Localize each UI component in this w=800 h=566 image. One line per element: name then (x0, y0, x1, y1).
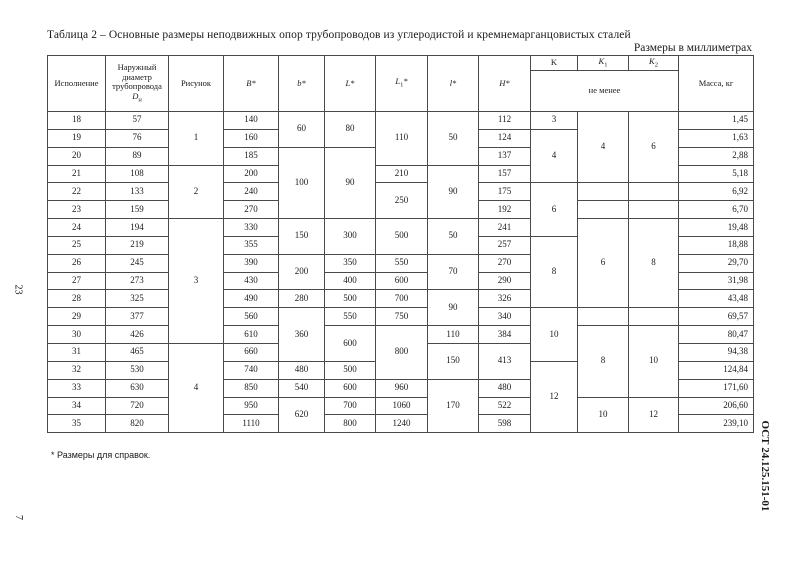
header-ispolnenie: Исполнение (48, 56, 106, 112)
cell-l: 70 (428, 254, 479, 290)
cell-L: 400 (325, 272, 376, 290)
cell-diameter: 465 (106, 343, 169, 361)
cell-H: 598 (479, 415, 531, 433)
header-massa: Масса, кг (679, 56, 754, 112)
cell-L: 350 (325, 254, 376, 272)
cell-K1: 10 (578, 397, 629, 433)
header-diameter-sub: н (138, 96, 142, 104)
page-number-left: 23 (12, 284, 24, 295)
cell-massa: 6,70 (679, 201, 754, 219)
cell-K: 8 (531, 236, 578, 307)
cell-ispolnenie: 35 (48, 415, 106, 433)
header-L1 (376, 56, 428, 112)
cell-B: 185 (224, 147, 279, 165)
cell-K: 3 (531, 112, 578, 130)
header-B: B* (224, 56, 279, 112)
cell-l: 90 (428, 290, 479, 326)
header-K2-sub: 2 (654, 61, 658, 69)
dimensions-table (47, 55, 754, 433)
cell-diameter: 426 (106, 326, 169, 344)
cell-B: 390 (224, 254, 279, 272)
header-K: K (531, 56, 578, 71)
cell-H: 290 (479, 272, 531, 290)
cell-K1: 4 (578, 112, 629, 183)
cell-massa: 18,88 (679, 236, 754, 254)
cell-massa: 1,63 (679, 129, 754, 147)
header-ne-menee: не менее (531, 71, 679, 112)
cell-massa: 1,45 (679, 112, 754, 130)
cell-diameter: 720 (106, 397, 169, 415)
header-H: H* (479, 56, 531, 112)
cell-H: 270 (479, 254, 531, 272)
cell-B: 950 (224, 397, 279, 415)
cell-diameter: 57 (106, 112, 169, 130)
cell-B: 850 (224, 379, 279, 397)
cell-K1-empty (578, 201, 629, 219)
cell-massa: 29,70 (679, 254, 754, 272)
cell-massa: 43,48 (679, 290, 754, 308)
cell-L: 500 (325, 361, 376, 379)
table-title: Таблица 2 – Основные размеры неподвижных опор трубопроводов из углеродистой и кремнемарганцовистых сталей (47, 29, 631, 41)
header-diameter-line2: диаметр (122, 71, 152, 82)
cell-diameter: 159 (106, 201, 169, 219)
cell-B: 140 (224, 112, 279, 130)
cell-b: 60 (279, 112, 325, 148)
cell-diameter: 219 (106, 236, 169, 254)
cell-B: 740 (224, 361, 279, 379)
cell-L1: 110 (376, 112, 428, 166)
cell-massa: 206,60 (679, 397, 754, 415)
header-diameter-line1: Наружный (117, 61, 157, 72)
header-diameter (106, 56, 169, 112)
cell-B: 660 (224, 343, 279, 361)
cell-B: 430 (224, 272, 279, 290)
cell-K2: 10 (629, 326, 679, 397)
cell-b: 150 (279, 219, 325, 255)
cell-L: 80 (325, 112, 376, 148)
cell-ispolnenie: 34 (48, 397, 106, 415)
table-row (48, 112, 754, 130)
cell-l: 110 (428, 326, 479, 344)
cell-K: 6 (531, 183, 578, 237)
cell-ispolnenie: 23 (48, 201, 106, 219)
cell-B: 610 (224, 326, 279, 344)
cell-L1: 800 (376, 326, 428, 380)
header-l: l* (428, 56, 479, 112)
header-K1-sub: 1 (604, 61, 608, 69)
cell-l: 170 (428, 379, 479, 433)
cell-diameter: 273 (106, 272, 169, 290)
table-row (48, 326, 754, 344)
cell-ispolnenie: 24 (48, 219, 106, 237)
table-row (48, 397, 754, 415)
cell-K2: 8 (629, 219, 679, 308)
cell-massa: 80,47 (679, 326, 754, 344)
cell-L1: 700 (376, 290, 428, 308)
cell-diameter: 630 (106, 379, 169, 397)
cell-risunok: 3 (169, 219, 224, 344)
cell-ispolnenie: 22 (48, 183, 106, 201)
cell-ispolnenie: 20 (48, 147, 106, 165)
cell-B: 160 (224, 129, 279, 147)
cell-massa: 31,98 (679, 272, 754, 290)
header-risunok: Рисунок (169, 56, 224, 112)
cell-risunok: 1 (169, 112, 224, 166)
cell-K2: 6 (629, 112, 679, 183)
cell-diameter: 194 (106, 219, 169, 237)
cell-ispolnenie: 28 (48, 290, 106, 308)
header-L: L* (325, 56, 376, 112)
cell-diameter: 133 (106, 183, 169, 201)
cell-K2-empty (629, 308, 679, 326)
cell-B: 200 (224, 165, 279, 183)
cell-H: 241 (479, 219, 531, 237)
cell-L: 500 (325, 290, 376, 308)
header-b: b* (279, 56, 325, 112)
cell-K: 4 (531, 129, 578, 183)
units-note: Размеры в миллиметрах (633, 42, 752, 54)
cell-L: 600 (325, 379, 376, 397)
table-row (48, 308, 754, 326)
cell-H: 137 (479, 147, 531, 165)
cell-massa: 69,57 (679, 308, 754, 326)
cell-massa: 239,10 (679, 415, 754, 433)
cell-b: 540 (279, 379, 325, 397)
header-diameter-symbol: D (132, 91, 139, 102)
cell-H: 192 (479, 201, 531, 219)
cell-L1: 550 (376, 254, 428, 272)
cell-ispolnenie: 33 (48, 379, 106, 397)
cell-diameter: 89 (106, 147, 169, 165)
cell-diameter: 108 (106, 165, 169, 183)
page-number-bottom: 7 (13, 515, 24, 520)
cell-L1: 210 (376, 165, 428, 183)
cell-L: 300 (325, 219, 376, 255)
cell-massa: 171,60 (679, 379, 754, 397)
cell-diameter: 530 (106, 361, 169, 379)
cell-B: 355 (224, 236, 279, 254)
cell-L: 800 (325, 415, 376, 433)
cell-H: 257 (479, 236, 531, 254)
cell-diameter: 820 (106, 415, 169, 433)
cell-l: 50 (428, 112, 479, 166)
cell-L: 550 (325, 308, 376, 326)
header-L1-star: * (403, 76, 408, 87)
cell-H: 175 (479, 183, 531, 201)
cell-L: 600 (325, 326, 376, 362)
cell-l: 90 (428, 165, 479, 219)
cell-B: 1110 (224, 415, 279, 433)
cell-B: 330 (224, 219, 279, 237)
cell-massa: 5,18 (679, 165, 754, 183)
header-L1-sub: 1 (400, 82, 404, 90)
cell-ispolnenie: 31 (48, 343, 106, 361)
cell-l: 150 (428, 343, 479, 379)
cell-L1: 1240 (376, 415, 428, 433)
cell-L: 700 (325, 397, 376, 415)
cell-H: 112 (479, 112, 531, 130)
cell-K: 12 (531, 361, 578, 432)
cell-diameter: 377 (106, 308, 169, 326)
cell-H: 413 (479, 343, 531, 379)
cell-K1: 8 (578, 326, 629, 397)
cell-ispolnenie: 30 (48, 326, 106, 344)
header-diameter-line3: трубопровода (112, 81, 162, 92)
table-row (48, 219, 754, 237)
cell-K1-empty (578, 183, 629, 201)
cell-H: 522 (479, 397, 531, 415)
header-K1-sym: K (598, 55, 605, 66)
cell-risunok: 4 (169, 343, 224, 432)
cell-diameter: 325 (106, 290, 169, 308)
cell-massa: 19,48 (679, 219, 754, 237)
cell-H: 157 (479, 165, 531, 183)
cell-massa: 6,92 (679, 183, 754, 201)
header-K2-sym: K (649, 55, 655, 66)
cell-K: 10 (531, 308, 578, 362)
cell-L1: 960 (376, 379, 428, 397)
cell-H: 384 (479, 326, 531, 344)
cell-ispolnenie: 26 (48, 254, 106, 272)
cell-H: 124 (479, 129, 531, 147)
cell-H: 326 (479, 290, 531, 308)
cell-ispolnenie: 29 (48, 308, 106, 326)
cell-L1: 1060 (376, 397, 428, 415)
cell-L: 90 (325, 147, 376, 218)
cell-b: 200 (279, 254, 325, 290)
cell-ispolnenie: 19 (48, 129, 106, 147)
cell-K1-empty (578, 308, 629, 326)
header-K1 (578, 56, 629, 71)
cell-ispolnenie: 18 (48, 112, 106, 130)
cell-B: 240 (224, 183, 279, 201)
cell-H: 340 (479, 308, 531, 326)
cell-b: 360 (279, 308, 325, 362)
cell-K2-empty (629, 201, 679, 219)
cell-K1: 6 (578, 219, 629, 308)
cell-B: 270 (224, 201, 279, 219)
cell-K2-empty (629, 183, 679, 201)
cell-H: 480 (479, 379, 531, 397)
cell-risunok: 2 (169, 165, 224, 219)
cell-massa: 94,38 (679, 343, 754, 361)
header-L1-sym: L (395, 76, 401, 87)
cell-L1: 600 (376, 272, 428, 290)
cell-diameter: 245 (106, 254, 169, 272)
cell-ispolnenie: 21 (48, 165, 106, 183)
cell-massa: 124,84 (679, 361, 754, 379)
header-K2 (629, 56, 679, 71)
cell-diameter: 76 (106, 129, 169, 147)
document-code: ОСТ 24.125.151-01 (759, 420, 771, 512)
cell-ispolnenie: 27 (48, 272, 106, 290)
cell-B: 490 (224, 290, 279, 308)
cell-l: 50 (428, 219, 479, 255)
cell-ispolnenie: 25 (48, 236, 106, 254)
cell-ispolnenie: 32 (48, 361, 106, 379)
cell-massa: 2,88 (679, 147, 754, 165)
cell-L1: 750 (376, 308, 428, 326)
cell-B: 560 (224, 308, 279, 326)
table-row (48, 183, 754, 201)
cell-b: 620 (279, 397, 325, 433)
cell-K2: 12 (629, 397, 679, 433)
cell-b: 480 (279, 361, 325, 379)
cell-b: 100 (279, 147, 325, 218)
cell-b: 280 (279, 290, 325, 308)
cell-L1: 500 (376, 219, 428, 255)
footnote: * Размеры для справок. (51, 450, 151, 460)
cell-L1: 250 (376, 183, 428, 219)
